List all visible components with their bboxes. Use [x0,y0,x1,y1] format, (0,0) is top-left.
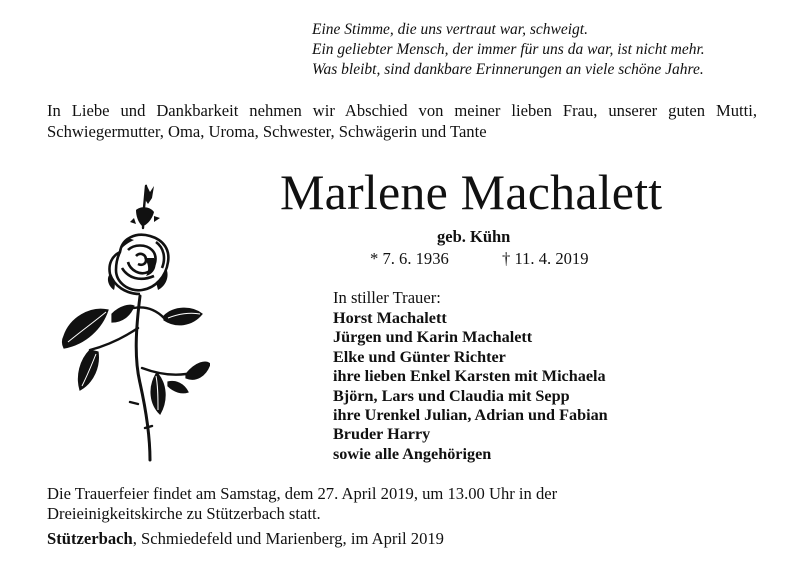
life-dates [370,249,670,269]
poem-line: Was bleibt, sind dankbare Erinnerungen an viele schöne Jahre. [312,61,704,78]
farewell-intro: In Liebe und Dankbarkeit nehmen wir Abschied von meiner lieben Frau, unserer guten Mutti, Schwiegermutter, Oma, Uroma, Schwester, Schwägerin und Tante [47,101,757,141]
list-item: Jürgen und Karin Machalett [333,328,533,347]
place-date-line [47,529,444,549]
poem-line: Eine Stimme, die uns vertraut war, schweigt. [312,21,588,38]
mourners-list [333,309,608,464]
list-item: Björn, Lars und Claudia mit Sepp [333,386,570,405]
deceased-name: Marlene Machalett [280,164,663,220]
list-item: ihre Urenkel Julian, Adrian und Fabian [333,406,608,425]
list-item: Horst Machalett [333,309,447,327]
mourners-heading: In stiller Trauer: [333,288,441,307]
rose-icon [50,178,210,470]
main-place: Stützerbach [47,529,133,548]
other-places: , Schmiedefeld und Marienberg, im April 2019 [132,529,444,548]
birth-date: * 7. 6. 1936 [370,249,449,268]
list-item: Bruder Harry [333,425,431,444]
list-item: sowie alle Angehörigen [333,444,492,463]
maiden-name: geb. Kühn [437,227,511,246]
funeral-service-info: Die Trauerfeier findet am Samstag, dem 27. April 2019, um 13.00 Uhr in der Dreieinigkeitskirche zu Stützerbach statt. [47,484,558,523]
death-date: † 11. 4. 2019 [502,249,589,268]
list-item: Elke und Günter Richter [333,347,506,366]
list-item: ihre lieben Enkel Karsten mit Michaela [333,367,606,386]
poem-line: Ein geliebter Mensch, der immer für uns da war, ist nicht mehr. [312,41,705,58]
memorial-poem [312,20,792,80]
